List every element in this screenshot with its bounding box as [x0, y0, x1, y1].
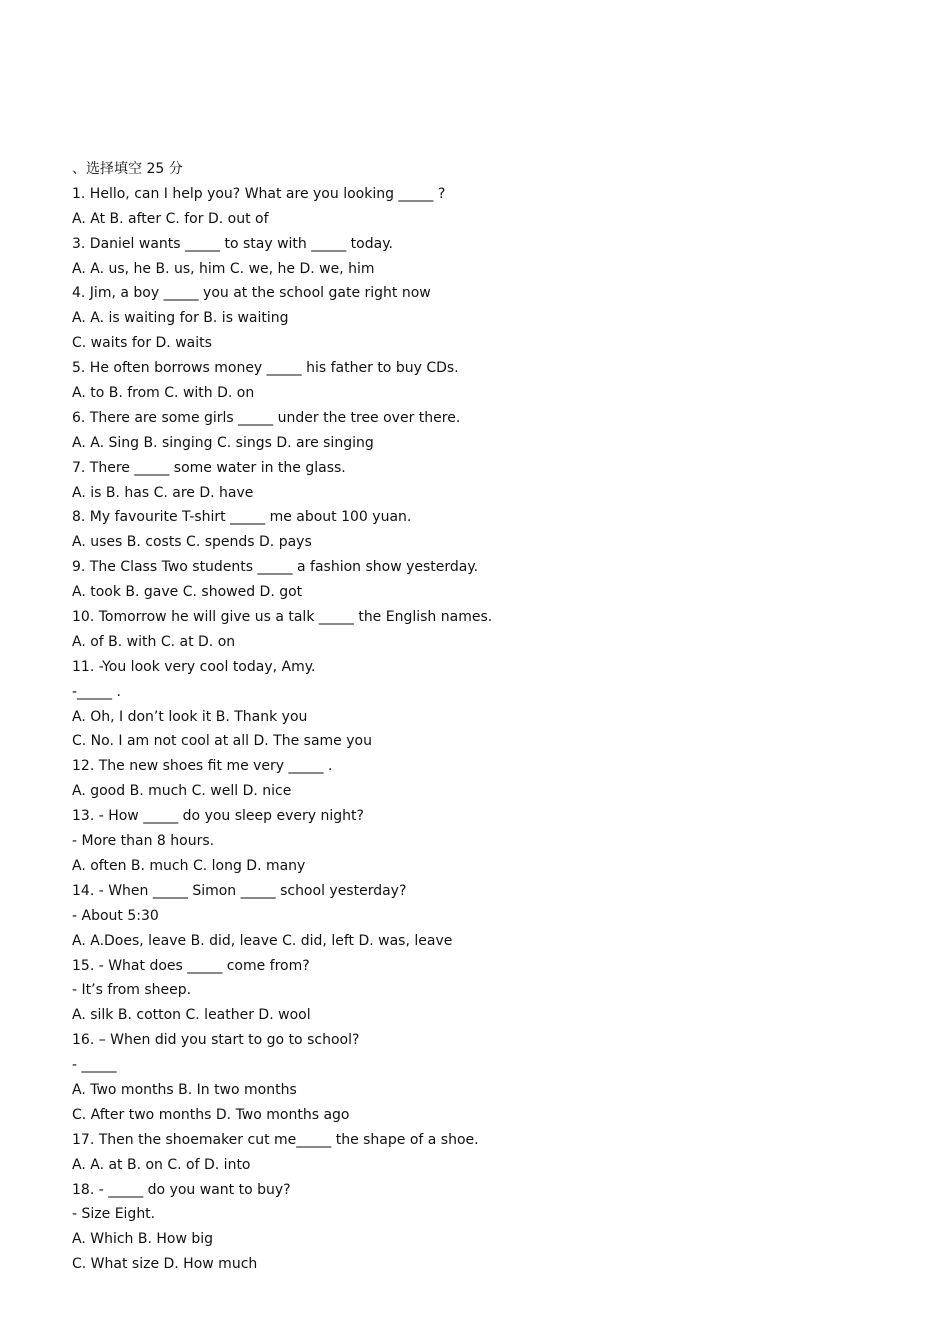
- question-18-options: C. What size D. How much: [72, 1256, 258, 1273]
- question-15-options: A. silk B. cotton C. leather D. wool: [72, 1007, 311, 1024]
- question-1: 1. Hello, can I help you? What are you looking _____ ?: [72, 185, 446, 202]
- question-12: 12. The new shoes fit me very _____ .: [72, 758, 333, 775]
- question-1-options: A. At B. after C. for D. out of: [72, 210, 269, 227]
- question-4: 4. Jim, a boy _____ you at the school gate right now: [72, 285, 431, 302]
- question-14: 14. - When _____ Simon _____ school yesterday?: [72, 882, 407, 899]
- question-17: 17. Then the shoemaker cut me_____ the shape of a shoe.: [72, 1131, 479, 1148]
- question-7-options: A. is B. has C. are D. have: [72, 484, 254, 501]
- question-4-options: C. waits for D. waits: [72, 335, 212, 352]
- question-10-options: A. of B. with C. at D. on: [72, 633, 236, 650]
- question-15-reply: - It’s from sheep.: [72, 982, 192, 999]
- question-18-reply: - Size Eight.: [72, 1206, 156, 1223]
- document-body: [72, 157, 892, 1277]
- question-17-options: A. A. at B. on C. of D. into: [72, 1156, 251, 1173]
- question-11-options: A. Oh, I don’t look it B. Thank you: [72, 708, 308, 725]
- question-8-options: A. uses B. costs C. spends D. pays: [72, 534, 312, 551]
- section-heading: 、选择填空 25 分: [72, 161, 183, 177]
- question-16: 16. – When did you start to go to school?: [72, 1032, 360, 1049]
- question-6: 6. There are some girls _____ under the tree over there.: [72, 409, 461, 426]
- question-3-options: A. A. us, he B. us, him C. we, he D. we, him: [72, 260, 375, 277]
- question-6-options: A. A. Sing B. singing C. sings D. are singing: [72, 434, 374, 451]
- question-4-options: A. A. is waiting for B. is waiting: [72, 310, 289, 327]
- question-15: 15. - What does _____ come from?: [72, 957, 310, 974]
- question-13-options: A. often B. much C. long D. many: [72, 857, 306, 874]
- question-12-options: A. good B. much C. well D. nice: [72, 783, 292, 800]
- question-18-options: A. Which B. How big: [72, 1231, 214, 1248]
- question-3: 3. Daniel wants _____ to stay with _____ today.: [72, 235, 393, 252]
- question-13: 13. - How _____ do you sleep every night?: [72, 808, 364, 825]
- question-8: 8. My favourite T-shirt _____ me about 100 yuan.: [72, 509, 412, 526]
- question-7: 7. There _____ some water in the glass.: [72, 459, 346, 476]
- question-16-reply: - _____: [72, 1057, 117, 1074]
- question-10: 10. Tomorrow he will give us a talk _____ the English names.: [72, 609, 493, 626]
- question-5: 5. He often borrows money _____ his father to buy CDs.: [72, 360, 459, 377]
- question-13-reply: - More than 8 hours.: [72, 833, 215, 850]
- question-5-options: A. to B. from C. with D. on: [72, 385, 255, 402]
- question-9: 9. The Class Two students _____ a fashion show yesterday.: [72, 559, 479, 576]
- question-18: 18. - _____ do you want to buy?: [72, 1181, 291, 1198]
- question-16-options: C. After two months D. Two months ago: [72, 1106, 350, 1123]
- question-11-options: C. No. I am not cool at all D. The same you: [72, 733, 372, 750]
- question-11: 11. -You look very cool today, Amy.: [72, 658, 316, 675]
- question-14-options: A. A.Does, leave B. did, leave C. did, left D. was, leave: [72, 932, 453, 949]
- question-9-options: A. took B. gave C. showed D. got: [72, 584, 303, 601]
- question-16-options: A. Two months B. In two months: [72, 1081, 297, 1098]
- question-11-reply: -_____ .: [72, 683, 121, 700]
- question-14-reply: - About 5:30: [72, 907, 159, 924]
